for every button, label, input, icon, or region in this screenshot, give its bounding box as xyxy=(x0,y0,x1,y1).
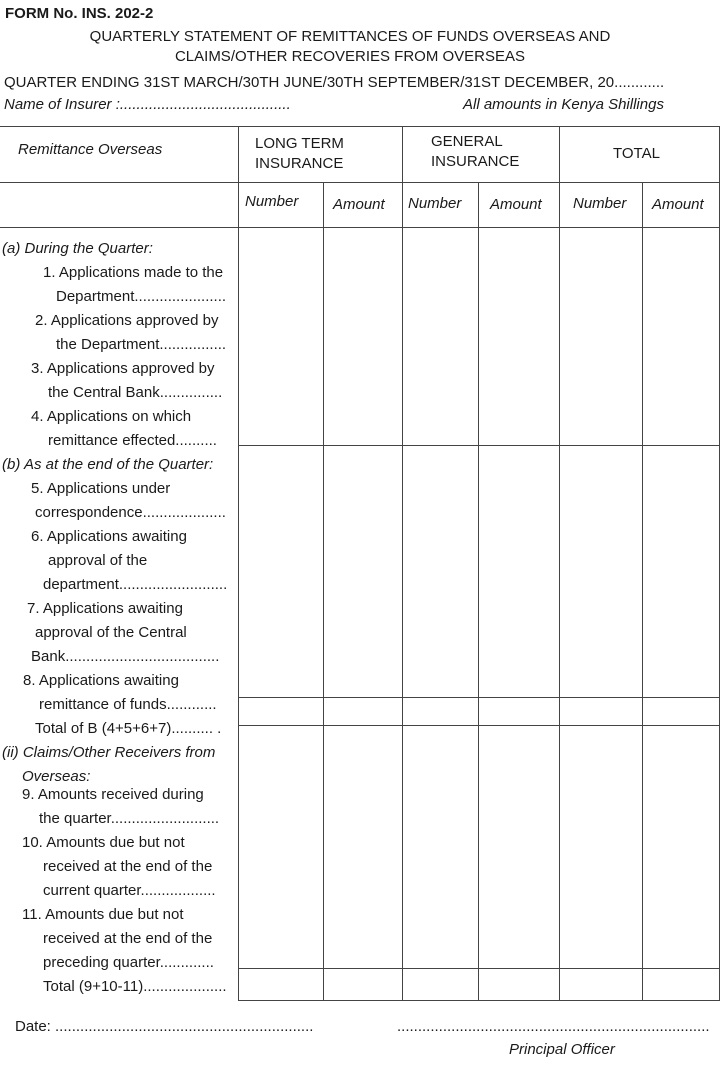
amounts-note: All amounts in Kenya Shillings xyxy=(463,96,664,113)
row-5-label-cont: correspondence.................... xyxy=(35,504,226,521)
col-header-long-term-2: INSURANCE xyxy=(255,155,344,172)
section-ii-heading: (ii) Claims/Other Receivers from xyxy=(2,744,216,761)
subheader-general-amount: Amount xyxy=(490,196,542,213)
form-title-line2: CLAIMS/OTHER RECOVERIES FROM OVERSEAS xyxy=(174,48,526,65)
row-10-label-cont: received at the end of the xyxy=(43,858,213,875)
row-8-label: 8. Applications awaiting xyxy=(23,672,179,689)
section-a-heading: (a) During the Quarter: xyxy=(2,240,153,257)
signature-line: ........................................................................... xyxy=(397,1018,710,1035)
col-header-general-1: GENERAL xyxy=(431,133,503,150)
total-ii-label: Total (9+10-11).................... xyxy=(43,978,227,995)
subheader-general-number: Number xyxy=(408,195,462,212)
total-b-label: Total of B (4+5+6+7).......... . xyxy=(35,720,222,737)
row-4-label-cont: remittance effected.......... xyxy=(48,432,217,449)
row-11-label-cont2: preceding quarter............. xyxy=(43,954,214,971)
form-title-line1: QUARTERLY STATEMENT OF REMITTANCES OF FUNDS OVERSEAS AND xyxy=(89,28,611,45)
row-3-label: 3. Applications approved by xyxy=(31,360,215,377)
section-b-heading: (b) As at the end of the Quarter: xyxy=(2,456,214,473)
row-11-label-cont: received at the end of the xyxy=(43,930,213,947)
section-ii-heading-cont: Overseas: xyxy=(22,768,91,785)
row-2-label: 2. Applications approved by xyxy=(35,312,219,329)
subheader-total-number: Number xyxy=(573,195,627,212)
row-10-label-cont2: current quarter.................. xyxy=(43,882,216,899)
row-1-label-cont: Department...................... xyxy=(56,288,227,305)
subheader-total-amount: Amount xyxy=(652,196,704,213)
row-6-label: 6. Applications awaiting xyxy=(31,528,187,545)
row-7-label-cont: approval of the Central xyxy=(35,624,187,641)
row-7-label: 7. Applications awaiting xyxy=(27,600,183,617)
col-header-general-2: INSURANCE xyxy=(431,153,520,170)
row-10-label: 10. Amounts due but not xyxy=(22,834,185,851)
row-9-label: 9. Amounts received during xyxy=(22,786,204,803)
col-header-total: TOTAL xyxy=(613,145,660,162)
principal-officer-label: Principal Officer xyxy=(509,1041,615,1058)
form-number: FORM No. INS. 202-2 xyxy=(5,5,154,22)
row-8-label-cont: remittance of funds............ xyxy=(39,696,217,713)
quarter-ending: QUARTER ENDING 31ST MARCH/30TH JUNE/30TH SEPTEMBER/31ST DECEMBER, 20............ xyxy=(4,74,665,91)
row-9-label-cont: the quarter.......................... xyxy=(39,810,220,827)
row-5-label: 5. Applications under xyxy=(31,480,171,497)
row-7-label-cont2: Bank..................................... xyxy=(31,648,220,665)
row-2-label-cont: the Department................ xyxy=(56,336,227,353)
col-header-remittance: Remittance Overseas xyxy=(18,141,163,158)
row-6-label-cont: approval of the xyxy=(48,552,148,569)
row-3-label-cont: the Central Bank............... xyxy=(48,384,223,401)
row-1-label: 1. Applications made to the xyxy=(43,264,224,281)
subheader-long-term-number: Number xyxy=(245,193,299,210)
date-field: Date: .............................................................. xyxy=(15,1018,314,1035)
col-header-long-term-1: LONG TERM xyxy=(255,135,344,152)
row-6-label-cont2: department.......................... xyxy=(43,576,228,593)
row-11-label: 11. Amounts due but not xyxy=(22,906,184,923)
row-4-label: 4. Applications on which xyxy=(31,408,192,425)
subheader-long-term-amount: Amount xyxy=(333,196,385,213)
name-of-insurer: Name of Insurer :......................................... xyxy=(4,96,291,113)
